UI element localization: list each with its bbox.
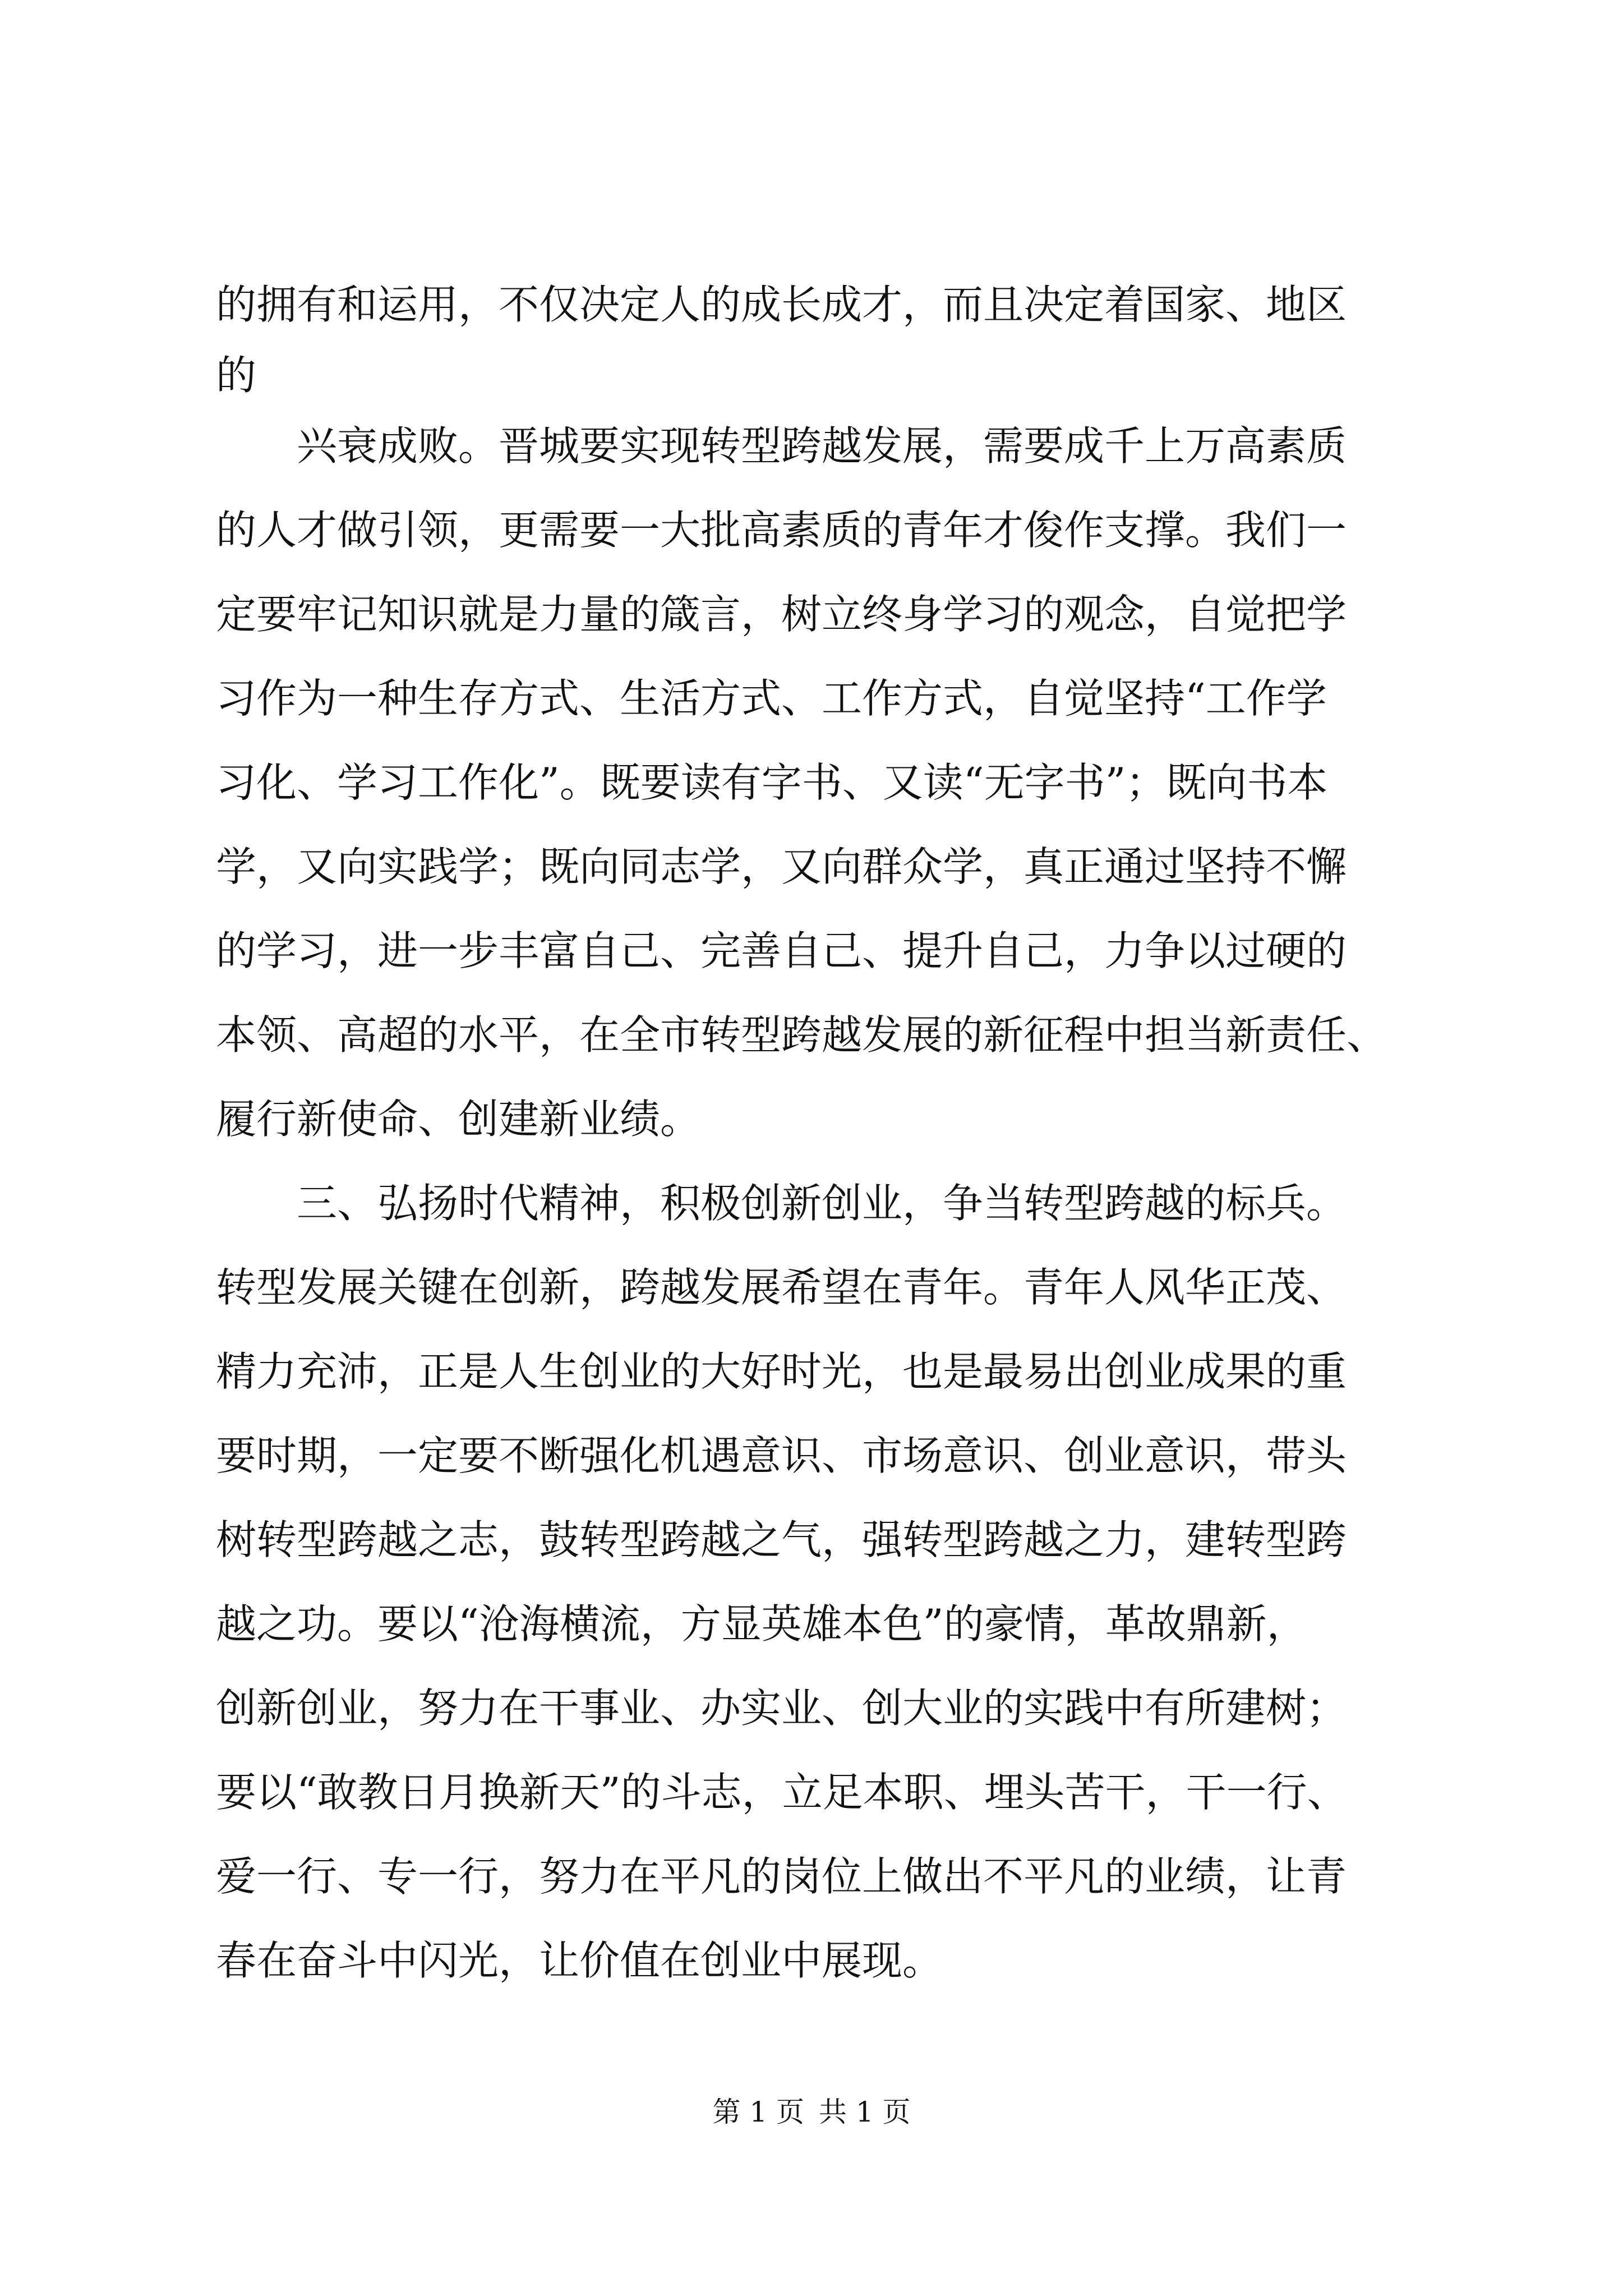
- text-line: 学，又向实践学；既向同志学，又向群众学，真正通过坚持不懈: [216, 843, 1347, 890]
- text-line: 的: [216, 352, 257, 399]
- text-line: 本领、高超的水平，在全市转型跨越发展的新征程中担当新责任、: [216, 1011, 1387, 1059]
- text-line: 创新创业，努力在干事业、办实业、创大业的实践中有所建树；: [216, 1685, 1347, 1732]
- text-line: 兴衰成败。晋城要实现转型跨越发展，需要成千上万高素质: [297, 422, 1347, 470]
- text-line: 要时期，一定要不断强化机遇意识、市场意识、创业意识，带头: [216, 1432, 1347, 1479]
- page-footer: [0, 2092, 1623, 2132]
- document-body: [216, 263, 1427, 2003]
- text-line: 三、弘扬时代精神，积极创新创业，争当转型跨越的标兵。: [297, 1180, 1347, 1227]
- text-line: 树转型跨越之志，鼓转型跨越之气，强转型跨越之力，建转型跨: [216, 1516, 1347, 1563]
- text-line: 定要牢记知识就是力量的箴言，树立终身学习的观念，自觉把学: [216, 591, 1347, 638]
- text-line: 的拥有和运用，不仅决定人的成长成才，而且决定着国家、地区: [216, 281, 1347, 328]
- text-line: 越之功。要以“沧海横流，方显英雄本色”的豪情，革故鼎新，: [216, 1600, 1307, 1648]
- text-line: 的人才做引领，更需要一大批高素质的青年才俊作支撑。我们一: [216, 507, 1347, 554]
- text-line: 爱一行、专一行，努力在平凡的岗位上做出不平凡的业绩，让青: [216, 1853, 1347, 1900]
- text-line: 精力充沛，正是人生创业的大好时光，也是最易出创业成果的重: [216, 1348, 1347, 1395]
- text-line: 春在奋斗中闪光，让价值在创业中展现。: [216, 1937, 943, 1984]
- text-line: 转型发展关键在创新，跨越发展希望在青年。青年人风华正茂、: [216, 1264, 1347, 1311]
- page-total: 共 1 页: [818, 2096, 911, 2128]
- text-line: 习作为一种生存方式、生活方式、工作方式，自觉坚持“工作学: [216, 675, 1327, 722]
- page-number: 第 1 页: [712, 2096, 805, 2128]
- text-line: 要以“敢教日月换新天”的斗志，立足本职、埋头苦干，干一行、: [216, 1769, 1348, 1816]
- text-line: 习化、学习工作化”。既要读有字书、又读“无字书”；既向书本: [216, 759, 1328, 806]
- text-line: 的学习，进一步丰富自己、完善自己、提升自己，力争以过硬的: [216, 927, 1347, 974]
- text-line: 履行新使命、创建新业绩。: [216, 1096, 701, 1143]
